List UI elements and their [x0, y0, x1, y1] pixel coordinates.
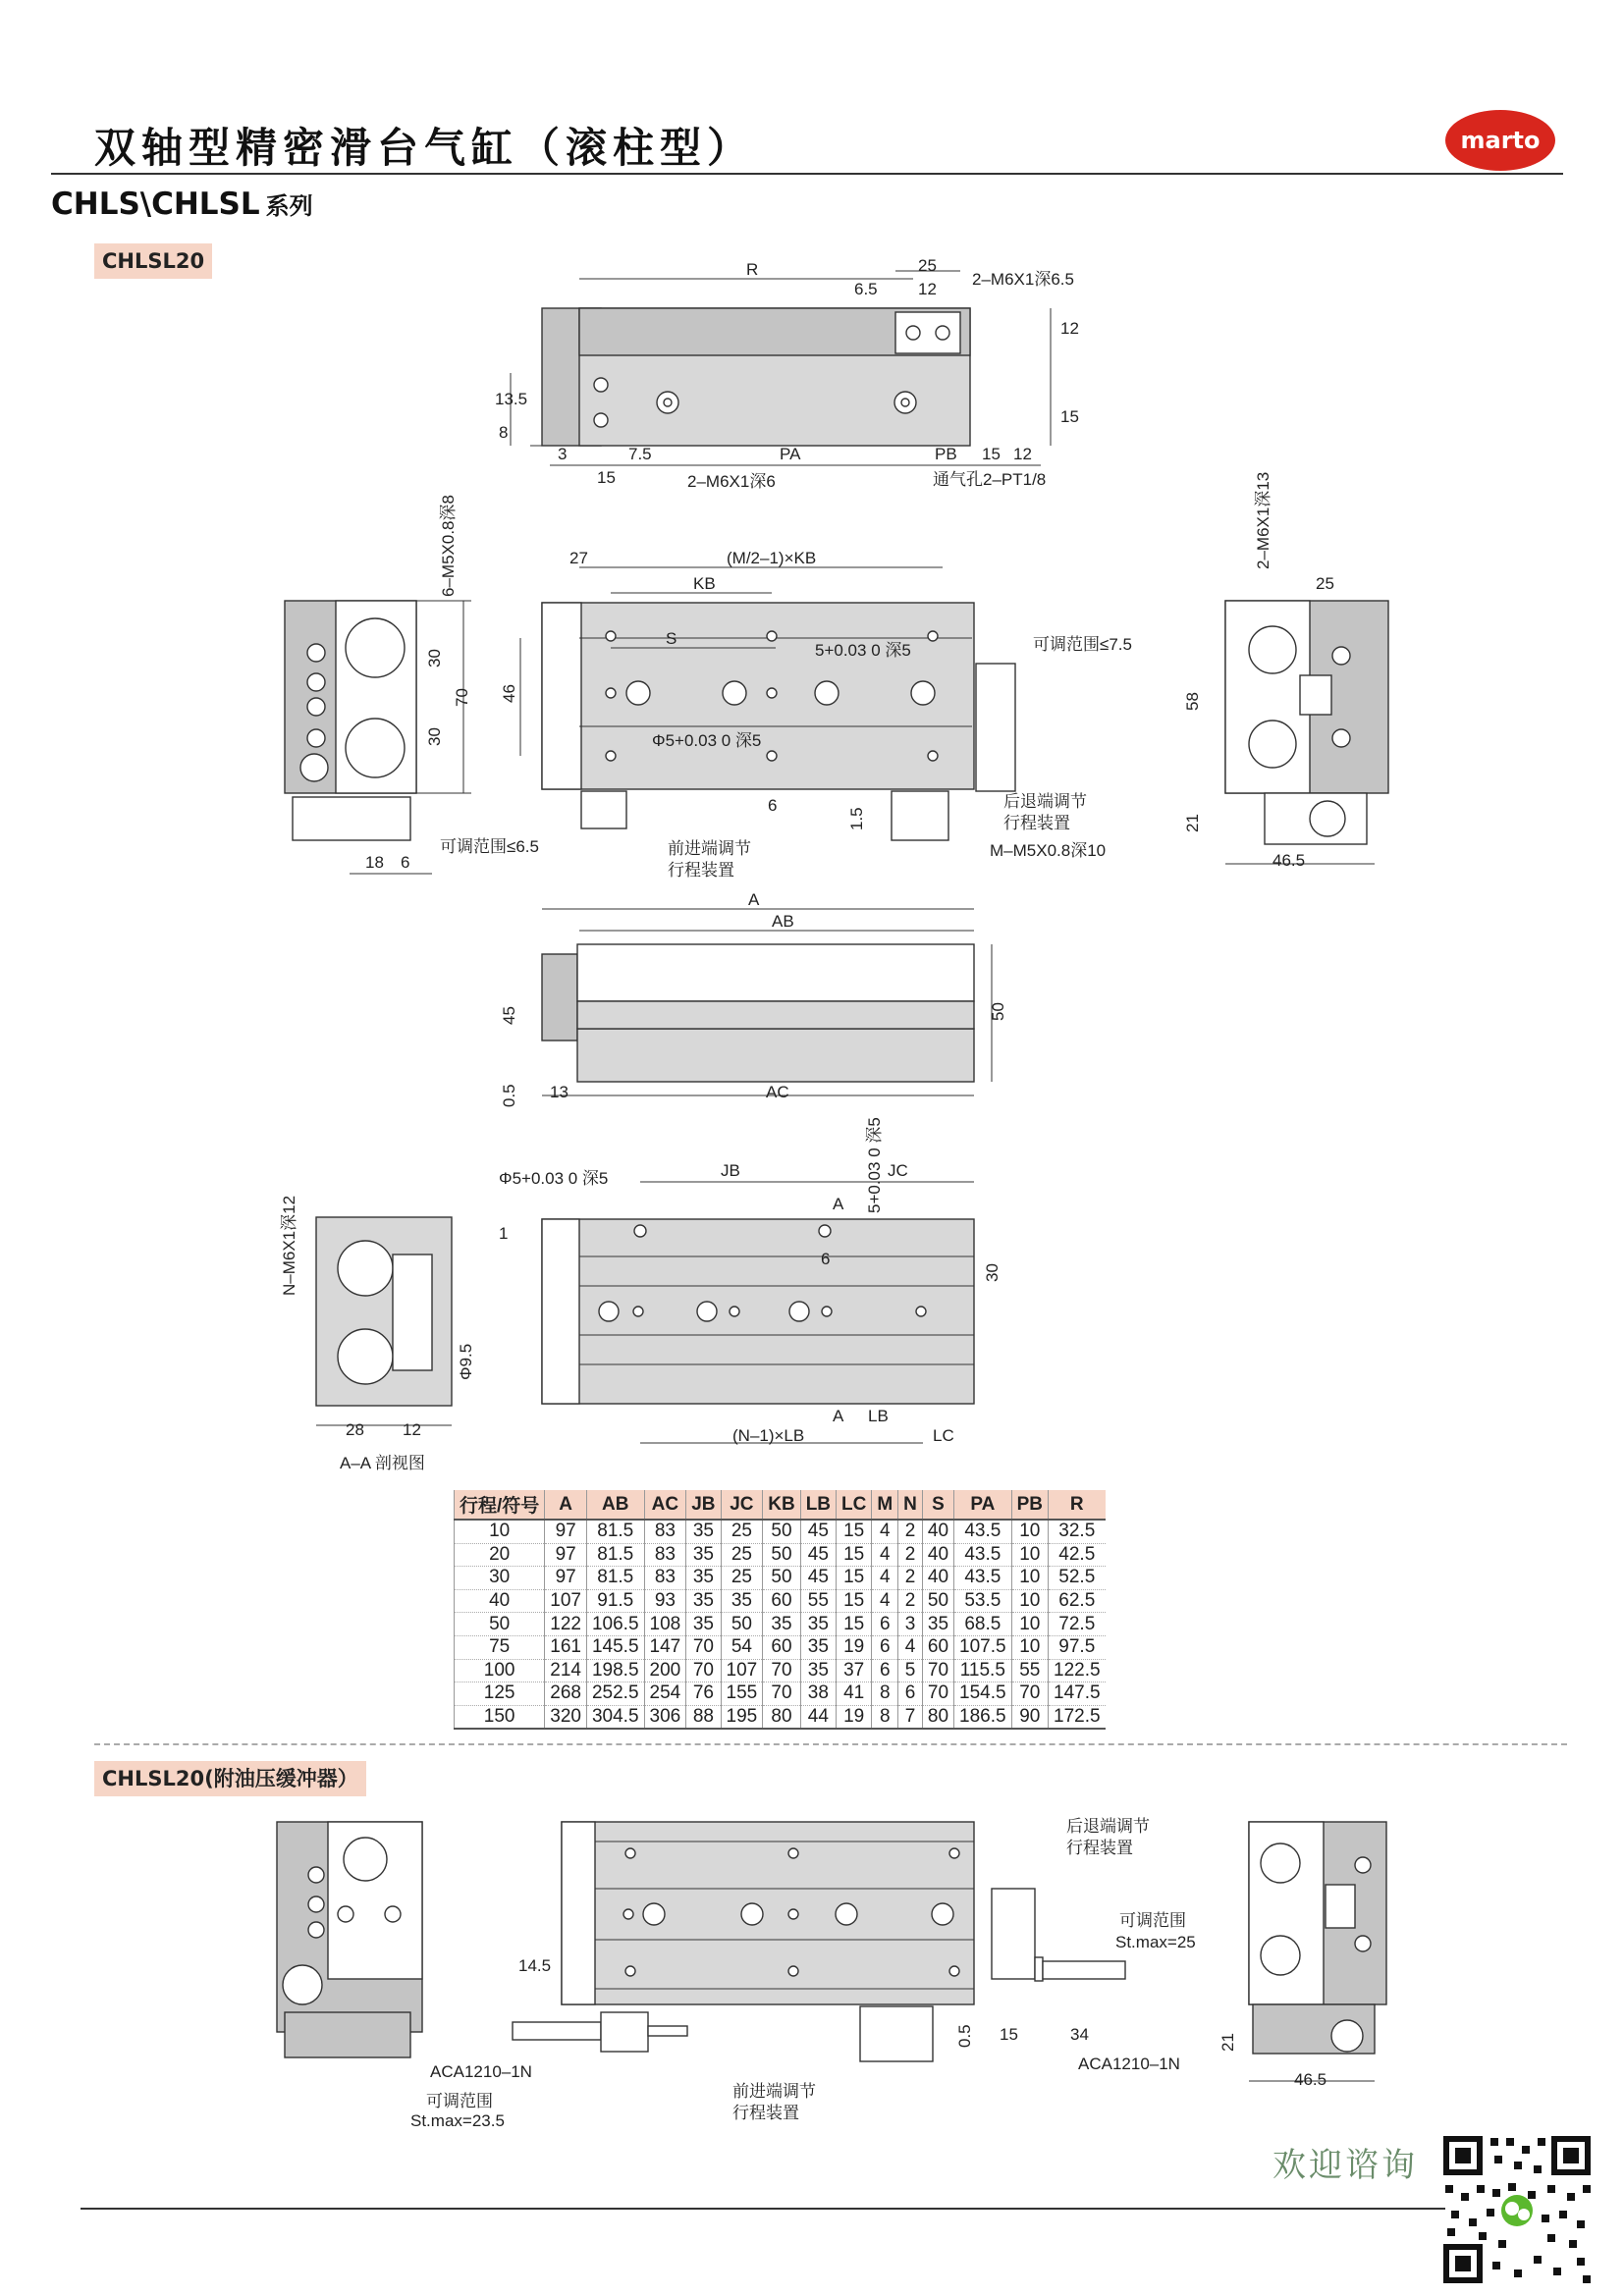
label-6a: 6 [401, 853, 410, 872]
table-cell: 55 [800, 1589, 836, 1613]
table-cell: 10 [1011, 1613, 1048, 1636]
label-25r: 25 [1316, 574, 1334, 593]
label-s2-34: 34 [1070, 2025, 1089, 2044]
table-cell: 35 [686, 1543, 721, 1567]
table-cell: 115.5 [954, 1659, 1012, 1682]
table-cell: 268 [545, 1682, 587, 1706]
spec-header-cell: LB [800, 1490, 836, 1520]
label-PA: PA [780, 445, 801, 463]
table-cell: 60 [763, 1589, 800, 1613]
spec-header-cell: AB [586, 1490, 644, 1520]
label-1-5: 1.5 [847, 807, 866, 830]
table-cell: 38 [800, 1682, 836, 1706]
table-cell: 254 [644, 1682, 686, 1706]
label-s2-adj1: 可调范围 [1119, 1911, 1186, 1930]
table-cell: 15 [837, 1589, 872, 1613]
label-front2: 行程装置 [668, 861, 734, 880]
table-cell: 37 [837, 1659, 872, 1682]
label-PB: PB [935, 445, 957, 463]
label-46: 46 [500, 684, 518, 703]
table-cell: 306 [644, 1705, 686, 1729]
table-cell: 90 [1011, 1705, 1048, 1729]
label-13-5: 13.5 [495, 390, 528, 408]
table-cell: 35 [721, 1589, 763, 1613]
label-6-5: 6.5 [854, 280, 878, 298]
table-cell: 10 [1011, 1635, 1048, 1659]
table-cell: 60 [922, 1635, 953, 1659]
series-suffix: 系列 [265, 192, 313, 220]
label-6b: 6 [768, 796, 778, 815]
label-70: 70 [453, 688, 471, 707]
label-front1: 前进端调节 [668, 839, 751, 858]
buffer-left-end-view [277, 1822, 422, 2057]
spec-header-cell: PA [954, 1490, 1012, 1520]
table-cell: 40 [455, 1589, 545, 1613]
table-cell: 6 [872, 1635, 898, 1659]
label-m6x1-6: 2–M6X1深6 [687, 472, 776, 491]
table-cell: 198.5 [586, 1659, 644, 1682]
series-name: CHLS\CHLSL [51, 187, 260, 222]
label-0-5: 0.5 [500, 1084, 518, 1107]
table-cell: 108 [644, 1613, 686, 1636]
label-adj-7-5: 可调范围≤7.5 [1033, 635, 1132, 654]
spec-header-cell: JC [721, 1490, 763, 1520]
table-cell: 32.5 [1049, 1520, 1106, 1543]
table-cell: 4 [872, 1543, 898, 1567]
table-cell: 122.5 [1049, 1659, 1106, 1682]
label-rear2: 行程装置 [1003, 814, 1070, 832]
spec-header-cell: JB [686, 1490, 721, 1520]
label-vent: 通气孔2–PT1/8 [933, 470, 1047, 489]
label-A: A [748, 890, 760, 909]
label-7-5: 7.5 [628, 445, 652, 463]
table-cell: 76 [686, 1682, 721, 1706]
label-s2-front2: 行程装置 [732, 2104, 799, 2122]
label-12c: 12 [1013, 445, 1032, 463]
label-nm6: N–M6X1深12 [280, 1195, 298, 1296]
label-21: 21 [1183, 814, 1202, 832]
section-tag-chlsl20-buffer: CHLSL20(附油压缓冲器） [94, 1761, 366, 1796]
table-cell: 147.5 [1049, 1682, 1106, 1706]
buffer-front-view [513, 1822, 1125, 2061]
table-cell: 20 [455, 1543, 545, 1567]
label-m5-8: 6–M5X0.8深8 [439, 495, 458, 597]
table-cell: 161 [545, 1635, 587, 1659]
table-cell: 91.5 [586, 1589, 644, 1613]
table-cell: 68.5 [954, 1613, 1012, 1636]
spec-header-cell: S [922, 1490, 953, 1520]
table-cell: 83 [644, 1520, 686, 1543]
table-cell: 252.5 [586, 1682, 644, 1706]
table-cell: 19 [837, 1705, 872, 1729]
label-12d: 12 [403, 1420, 421, 1439]
table-cell: 70 [922, 1659, 953, 1682]
table-cell: 43.5 [954, 1567, 1012, 1590]
table-cell: 200 [644, 1659, 686, 1682]
label-stmax25: St.max=25 [1115, 1933, 1196, 1951]
table-cell: 52.5 [1049, 1567, 1106, 1590]
brand-logo: marto [1445, 110, 1555, 171]
label-13: 13 [550, 1083, 568, 1101]
label-section-aa: A–A 剖视图 [340, 1454, 425, 1472]
table-cell: 7 [898, 1705, 923, 1729]
table-cell: 43.5 [954, 1543, 1012, 1567]
table-cell: 35 [800, 1613, 836, 1636]
table-cell: 72.5 [1049, 1613, 1106, 1636]
table-cell: 147 [644, 1635, 686, 1659]
table-cell: 150 [455, 1705, 545, 1729]
label-s2-adj2: 可调范围 [426, 2092, 493, 2110]
table-cell: 41 [837, 1682, 872, 1706]
table-cell: 25 [721, 1567, 763, 1590]
table-cell: 53.5 [954, 1589, 1012, 1613]
label-m6x1-6-5: 2–M6X1深6.5 [972, 270, 1074, 289]
table-cell: 35 [800, 1659, 836, 1682]
label-50: 50 [989, 1002, 1007, 1021]
table-cell: 155 [721, 1682, 763, 1706]
spec-header-cell: PB [1011, 1490, 1048, 1520]
table-cell: 40 [922, 1520, 953, 1543]
label-s2-0-5: 0.5 [955, 2024, 974, 2048]
table-cell: 80 [763, 1705, 800, 1729]
table-cell: 54 [721, 1635, 763, 1659]
table-cell: 50 [922, 1589, 953, 1613]
label-LC: LC [933, 1426, 954, 1445]
table-cell: 83 [644, 1543, 686, 1567]
label-aca-left: ACA1210–1N [430, 2062, 532, 2081]
table-cell: 214 [545, 1659, 587, 1682]
label-hole5: 5+0.03 0 深5 [815, 641, 911, 660]
spec-header-cell: A [545, 1490, 587, 1520]
table-cell: 154.5 [954, 1682, 1012, 1706]
label-15c: 15 [597, 468, 616, 487]
label-28: 28 [346, 1420, 364, 1439]
label-8: 8 [499, 423, 509, 442]
label-S: S [666, 629, 677, 648]
table-cell: 4 [898, 1635, 923, 1659]
label-A-arrow: A [833, 1195, 844, 1213]
table-cell: 97 [545, 1567, 587, 1590]
table-cell: 2 [898, 1520, 923, 1543]
table-cell: 44 [800, 1705, 836, 1729]
table-cell: 70 [1011, 1682, 1048, 1706]
table-cell: 10 [1011, 1543, 1048, 1567]
table-cell: 42.5 [1049, 1543, 1106, 1567]
table-cell: 60 [763, 1635, 800, 1659]
label-s2-rear2: 行程装置 [1066, 1839, 1133, 1857]
table-cell: 4 [872, 1520, 898, 1543]
table-cell: 93 [644, 1589, 686, 1613]
table-cell: 97 [545, 1543, 587, 1567]
label-AC: AC [766, 1083, 789, 1101]
label-14-5: 14.5 [518, 1956, 552, 1975]
label-phi5b: Φ5+0.03 0 深5 [499, 1169, 609, 1188]
label-12: 12 [918, 280, 937, 298]
table-cell: 35 [686, 1520, 721, 1543]
label-58: 58 [1183, 692, 1202, 711]
table-cell: 107 [545, 1589, 587, 1613]
buffer-right-end-view [1249, 1822, 1386, 2081]
table-cell: 2 [898, 1567, 923, 1590]
table-cell: 30 [455, 1567, 545, 1590]
label-s2-21: 21 [1218, 2033, 1237, 2052]
table-cell: 8 [872, 1705, 898, 1729]
label-25: 25 [918, 256, 937, 275]
table-cell: 75 [455, 1635, 545, 1659]
label-adj-6-5: 可调范围≤6.5 [440, 837, 539, 856]
table-cell: 15 [837, 1567, 872, 1590]
table-cell: 70 [686, 1635, 721, 1659]
table-cell: 172.5 [1049, 1705, 1106, 1729]
table-cell: 8 [872, 1682, 898, 1706]
label-hole5b: 5+0.03 0 深5 [865, 1117, 884, 1213]
table-cell: 80 [922, 1705, 953, 1729]
label-s2-front1: 前进端调节 [732, 2082, 816, 2101]
label-18: 18 [365, 853, 384, 872]
table-cell: 40 [922, 1567, 953, 1590]
table-cell: 70 [686, 1659, 721, 1682]
label-30a: 30 [425, 649, 444, 667]
table-cell: 45 [800, 1543, 836, 1567]
label-JC: JC [888, 1161, 908, 1180]
label-30b: 30 [425, 727, 444, 746]
label-mm5: M–M5X0.8深10 [990, 841, 1107, 860]
table-cell: 83 [644, 1567, 686, 1590]
label-R: R [746, 260, 759, 279]
label-rear1: 后退端调节 [1003, 792, 1087, 811]
spec-header-cell: LC [837, 1490, 872, 1520]
table-cell: 88 [686, 1705, 721, 1729]
table-cell: 81.5 [586, 1543, 644, 1567]
table-cell: 81.5 [586, 1520, 644, 1543]
table-cell: 4 [872, 1567, 898, 1590]
table-cell: 107.5 [954, 1635, 1012, 1659]
table-cell: 10 [1011, 1567, 1048, 1590]
label-MKB: (M/2–1)×KB [727, 549, 817, 567]
table-cell: 97 [545, 1520, 587, 1543]
label-JB: JB [721, 1161, 740, 1180]
table-cell: 25 [721, 1520, 763, 1543]
label-KB: KB [693, 574, 716, 593]
label-s2-15: 15 [1000, 2025, 1018, 2044]
label-3: 3 [558, 445, 568, 463]
label-phi95: Φ9.5 [457, 1343, 475, 1380]
table-cell: 81.5 [586, 1567, 644, 1590]
table-cell: 50 [455, 1613, 545, 1636]
table-cell: 35 [763, 1613, 800, 1636]
spec-header-cell: AC [644, 1490, 686, 1520]
label-m6x1-13: 2–M6X1深13 [1254, 471, 1272, 569]
table-cell: 186.5 [954, 1705, 1012, 1729]
table-cell: 43.5 [954, 1520, 1012, 1543]
spec-header-cell: R [1049, 1490, 1106, 1520]
label-12b: 12 [1060, 319, 1079, 338]
table-cell: 35 [686, 1567, 721, 1590]
table-cell: 10 [1011, 1589, 1048, 1613]
table-cell: 70 [763, 1682, 800, 1706]
table-cell: 304.5 [586, 1705, 644, 1729]
table-cell: 35 [800, 1635, 836, 1659]
qr-code-pattern [1439, 2132, 1595, 2287]
table-cell: 2 [898, 1543, 923, 1567]
table-cell: 50 [763, 1520, 800, 1543]
table-cell: 10 [455, 1520, 545, 1543]
table-cell: 5 [898, 1659, 923, 1682]
table-cell: 145.5 [586, 1635, 644, 1659]
label-45: 45 [500, 1006, 518, 1025]
table-cell: 6 [872, 1659, 898, 1682]
spec-header-cell: KB [763, 1490, 800, 1520]
table-cell: 62.5 [1049, 1589, 1106, 1613]
label-phi5: Φ5+0.03 0 深5 [652, 731, 762, 750]
table-cell: 35 [686, 1613, 721, 1636]
table-cell: 45 [800, 1520, 836, 1543]
section-tag-chlsl20: CHLSL20 [94, 243, 212, 279]
label-AB: AB [772, 912, 794, 931]
table-cell: 125 [455, 1682, 545, 1706]
table-cell: 2 [898, 1589, 923, 1613]
table-cell: 15 [837, 1543, 872, 1567]
label-1: 1 [499, 1224, 509, 1243]
table-cell: 50 [763, 1567, 800, 1590]
table-cell: 35 [686, 1589, 721, 1613]
footer-rule [81, 2208, 1445, 2210]
spec-header-cell: M [872, 1490, 898, 1520]
table-cell: 3 [898, 1613, 923, 1636]
table-cell: 4 [872, 1589, 898, 1613]
table-cell: 106.5 [586, 1613, 644, 1636]
table-cell: 100 [455, 1659, 545, 1682]
table-cell: 97.5 [1049, 1635, 1106, 1659]
table-cell: 50 [721, 1613, 763, 1636]
label-stmax23: St.max=23.5 [410, 2111, 505, 2130]
label-s2-rear1: 后退端调节 [1066, 1817, 1150, 1836]
label-s2-46-5: 46.5 [1294, 2070, 1327, 2089]
table-cell: 195 [721, 1705, 763, 1729]
table-cell: 55 [1011, 1659, 1048, 1682]
table-cell: 15 [837, 1613, 872, 1636]
label-aca-right: ACA1210–1N [1078, 2055, 1180, 2073]
label-27: 27 [569, 549, 588, 567]
label-15r: 15 [1060, 407, 1079, 426]
page-title: 双轴型精密滑台气缸（滚柱型） [94, 124, 755, 172]
welcome-text: 欢迎谘询 [1272, 2146, 1418, 2185]
table-cell: 10 [1011, 1520, 1048, 1543]
table-cell: 25 [721, 1543, 763, 1567]
spec-header-cell: 行程/符号 [455, 1490, 545, 1520]
table-cell: 6 [872, 1613, 898, 1636]
label-NLB: (N–1)×LB [732, 1426, 805, 1445]
table-cell: 19 [837, 1635, 872, 1659]
label-LB: LB [868, 1407, 889, 1425]
label-A-arrow-b: A [833, 1407, 844, 1425]
table-cell: 70 [922, 1682, 953, 1706]
table-cell: 122 [545, 1613, 587, 1636]
table-cell: 107 [721, 1659, 763, 1682]
table-cell: 45 [800, 1567, 836, 1590]
table-cell: 35 [922, 1613, 953, 1636]
table-cell: 15 [837, 1520, 872, 1543]
spec-header-cell: N [898, 1490, 923, 1520]
qr-code-image [1439, 2132, 1595, 2287]
table-cell: 70 [763, 1659, 800, 1682]
table-cell: 50 [763, 1543, 800, 1567]
table-cell: 320 [545, 1705, 587, 1729]
label-15b: 15 [982, 445, 1001, 463]
table-cell: 40 [922, 1543, 953, 1567]
table-cell: 6 [898, 1682, 923, 1706]
label-30c: 30 [983, 1263, 1001, 1282]
label-46-5: 46.5 [1272, 851, 1306, 870]
label-6c: 6 [821, 1250, 831, 1268]
